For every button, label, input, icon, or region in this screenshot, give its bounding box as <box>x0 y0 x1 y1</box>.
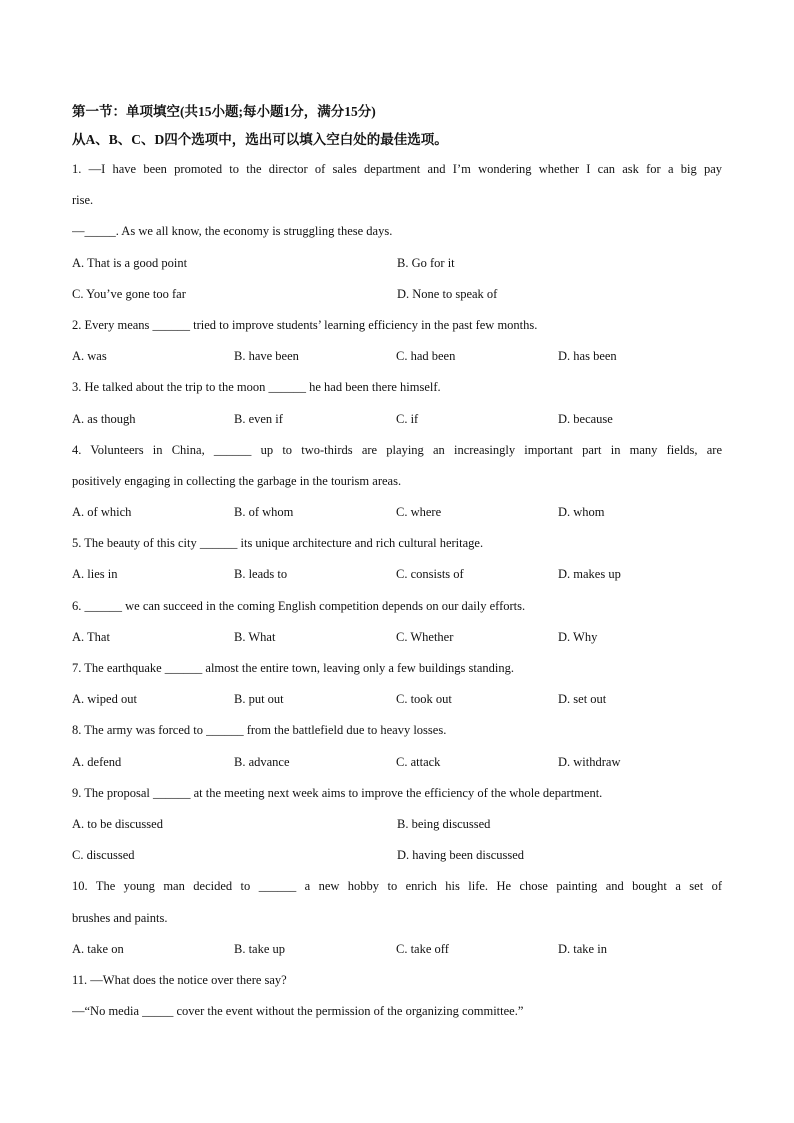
option-b[interactable]: B. Go for it <box>397 255 455 270</box>
option-a[interactable]: A. That is a good point <box>72 255 188 270</box>
section-title: 第一节：单项填空(共15小题;每小题1分，满分15分) <box>72 104 376 119</box>
question-text: 9. The proposal ______ at the meeting next week aims to improve the efficiency of the whole department. <box>72 785 603 800</box>
option-a[interactable]: A. lies in <box>72 567 118 582</box>
question-text: brushes and paints. <box>72 910 168 925</box>
question-text: 3. He talked about the trip to the moon ______ he had been there himself. <box>72 380 441 395</box>
option-d[interactable]: D. has been <box>558 349 617 364</box>
section-instruction: 从A、B、C、D四个选项中，选出可以填入空白处的最佳选项。 <box>72 132 448 147</box>
option-row <box>72 404 722 435</box>
option-b[interactable]: B. even if <box>234 411 283 426</box>
question-text: —“No media _____ cover the event without the permission of the organizing committee.” <box>72 1004 524 1019</box>
option-c[interactable]: C. discussed <box>72 848 135 863</box>
question-text: 1. —I have been promoted to the director of sales department and I’m wondering whether I can ask for a big pay <box>72 162 722 176</box>
option-row <box>72 497 722 528</box>
question-text: 5. The beauty of this city ______ its unique architecture and rich cultural heritage. <box>72 536 484 551</box>
option-row <box>72 809 722 840</box>
option-a[interactable]: A. defend <box>72 754 122 769</box>
question-8 <box>72 715 722 777</box>
option-c[interactable]: C. took out <box>396 692 452 707</box>
option-b[interactable]: B. advance <box>234 754 290 769</box>
option-b[interactable]: B. being discussed <box>397 816 491 831</box>
question-text: 10. The young man decided to ______ a new hobby to enrich his life. He chose painting and bought a set of <box>72 879 722 894</box>
option-d[interactable]: D. withdraw <box>558 754 621 769</box>
question-4 <box>72 435 722 529</box>
option-row <box>72 279 722 310</box>
question-text: —_____. As we all know, the economy is struggling these days. <box>72 224 393 239</box>
question-5 <box>72 528 722 590</box>
question-3 <box>72 372 722 434</box>
option-a[interactable]: A. wiped out <box>72 692 137 707</box>
option-c[interactable]: C. You’ve gone too far <box>72 286 186 301</box>
exam-page <box>72 98 722 1027</box>
option-row <box>72 684 722 715</box>
option-c[interactable]: C. Whether <box>396 629 454 644</box>
option-row <box>72 248 722 279</box>
option-a[interactable]: A. as though <box>72 411 136 426</box>
question-text: 2. Every means ______ tried to improve students’ learning efficiency in the past few months. <box>72 317 538 332</box>
option-a[interactable]: A. of which <box>72 505 132 520</box>
question-10 <box>72 871 722 965</box>
option-row <box>72 341 722 372</box>
question-text: 8. The army was forced to ______ from the battlefield due to heavy losses. <box>72 723 447 738</box>
question-9 <box>72 778 722 872</box>
option-b[interactable]: B. What <box>234 629 276 644</box>
option-row <box>72 559 722 590</box>
option-row <box>72 622 722 653</box>
option-b[interactable]: B. take up <box>234 941 286 956</box>
question-6 <box>72 591 722 653</box>
option-b[interactable]: B. of whom <box>234 505 294 520</box>
option-c[interactable]: C. attack <box>396 754 441 769</box>
option-d[interactable]: D. makes up <box>558 567 621 582</box>
option-c[interactable]: C. take off <box>396 941 449 956</box>
option-c[interactable]: C. if <box>396 411 419 426</box>
option-row <box>72 934 722 965</box>
question-7 <box>72 653 722 715</box>
question-text: 11. —What does the notice over there say? <box>72 972 287 987</box>
option-d[interactable]: D. Why <box>558 629 598 644</box>
question-text: positively engaging in collecting the garbage in the tourism areas. <box>72 473 402 488</box>
option-row <box>72 840 722 871</box>
option-a[interactable]: A. That <box>72 629 110 644</box>
option-b[interactable]: B. leads to <box>234 567 288 582</box>
option-a[interactable]: A. was <box>72 349 107 364</box>
option-a[interactable]: A. to be discussed <box>72 816 163 831</box>
option-b[interactable]: B. put out <box>234 692 284 707</box>
option-d[interactable]: D. None to speak of <box>397 286 498 301</box>
option-d[interactable]: D. having been discussed <box>397 848 525 863</box>
question-text: 7. The earthquake ______ almost the entire town, leaving only a few buildings standing. <box>72 661 515 675</box>
option-c[interactable]: C. where <box>396 505 442 520</box>
option-a[interactable]: A. take on <box>72 941 124 956</box>
option-row <box>72 747 722 778</box>
question-text: 4. Volunteers in China, ______ up to two-thirds are playing an increasingly important part in many fields, are <box>72 442 722 457</box>
question-11 <box>72 965 722 1027</box>
question-2 <box>72 310 722 372</box>
option-c[interactable]: C. consists of <box>396 567 464 582</box>
option-d[interactable]: D. take in <box>558 941 607 956</box>
question-text: 6. ______ we can succeed in the coming English competition depends on our daily efforts. <box>72 598 526 613</box>
option-d[interactable]: D. because <box>558 411 613 426</box>
question-1 <box>72 154 722 310</box>
option-c[interactable]: C. had been <box>396 349 456 364</box>
option-b[interactable]: B. have been <box>234 349 299 364</box>
question-text: rise. <box>72 193 94 208</box>
option-d[interactable]: D. set out <box>558 692 607 707</box>
option-d[interactable]: D. whom <box>558 505 605 520</box>
